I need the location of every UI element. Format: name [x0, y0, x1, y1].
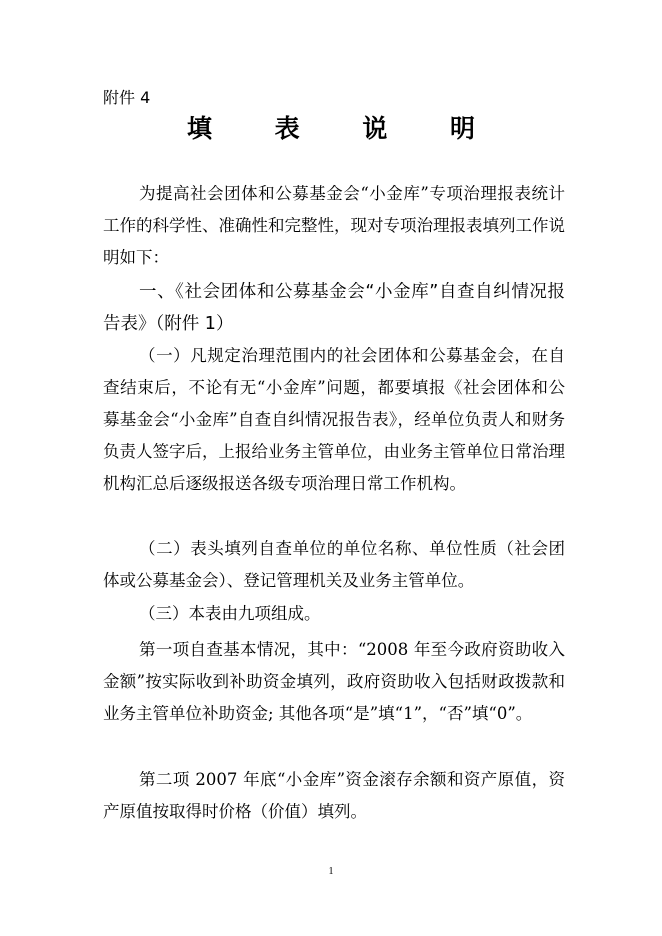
attachment-label: 附件 4: [103, 88, 151, 107]
body-paragraph: 第一项自查基本情况，其中：“2008 年至今政府资助收入金额”按实际收到补助资金填列，政府资助收入包括财政拨款和业务主管单位补助资金; 其他各项“是”填“1”，“否”填“0”。: [103, 640, 565, 723]
intro-paragraph: 为提高社会团体和公募基金会“小金库”专项治理报表统计工作的科学性、准确性和完整性，现对专项治理报表填列工作说明如下：: [103, 184, 565, 267]
body-paragraph: （三）本表由九项组成。: [139, 604, 321, 623]
document-title: 填 表 说 明: [186, 114, 503, 143]
body-paragraph: （二）表头填列自查单位的单位名称、单位性质（社会团体或公募基金会）、登记管理机关及业务主管单位。: [103, 539, 565, 590]
section-heading: 一、《社会团体和公募基金会“小金库”自查自纠情况报告表》（附件 1）: [103, 282, 565, 334]
page-number: 1: [328, 866, 334, 877]
body-paragraph: （一）凡规定治理范围内的社会团体和公募基金会，在自查结束后，不论有无“小金库”问题，都要填报《社会团体和公募基金会“小金库”自查自纠情况报告表》，经单位负责人和财务负责人签字后，上报给业务主管单位，由业务主管单位日常治理机构汇总后逐级报送各级专项治理日常工作机构。: [103, 346, 565, 493]
body-paragraph: 第二项 2007 年底“小金库”资金滚存余额和资产原值，资产原值按取得时价格（价值）填列。: [103, 770, 565, 821]
